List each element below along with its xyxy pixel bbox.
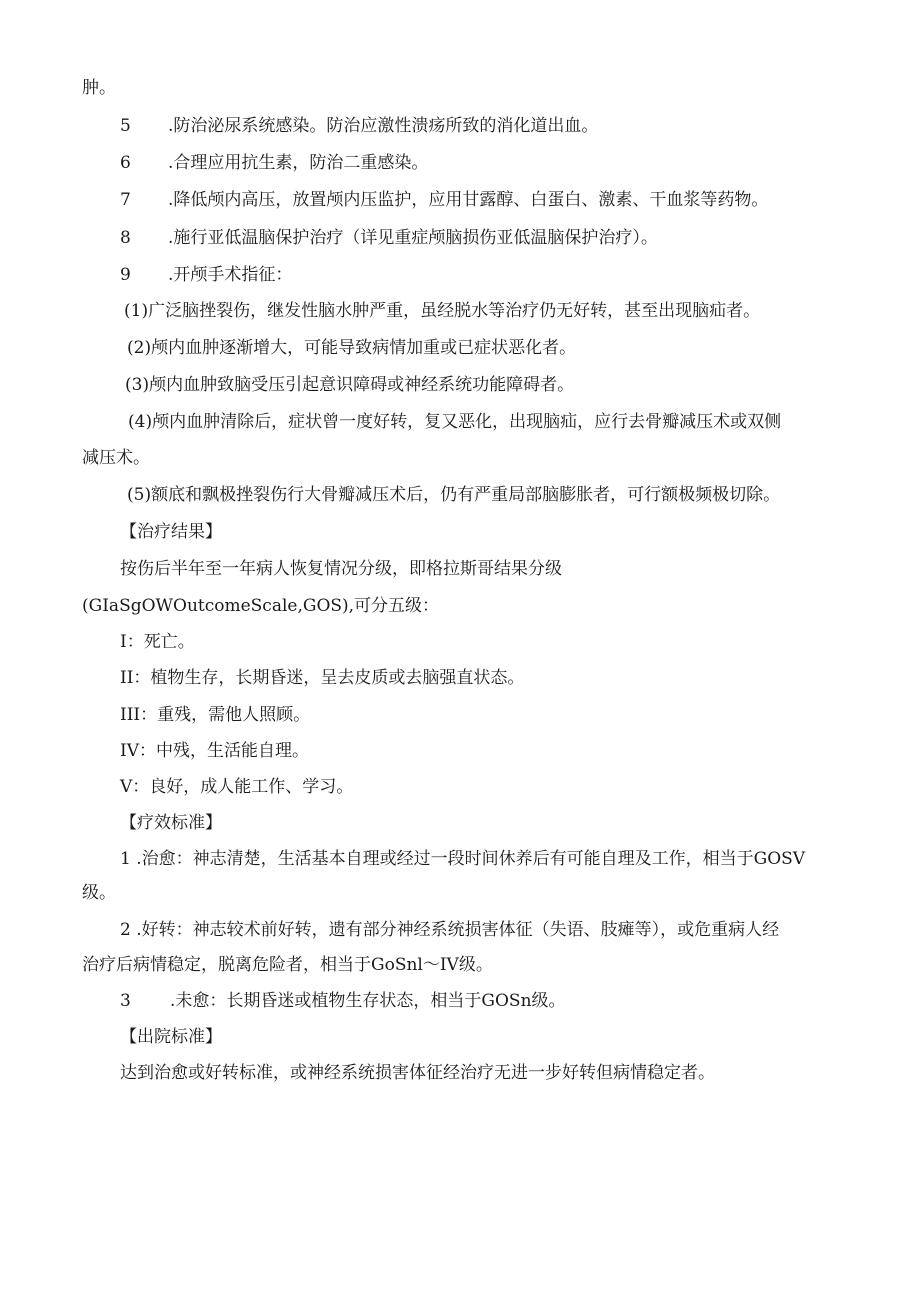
text-line: .未愈：长期昏迷或植物生存状态，相当于GOSn级。 bbox=[170, 991, 566, 1011]
text-line: 2 .好转：神志较术前好转，遗有部分神经系统损害体征（失语、肢瘫等），或危重病人经 bbox=[120, 920, 780, 940]
text-line: .合理应用抗生素，防治二重感染。 bbox=[168, 153, 429, 173]
item-number: 3 bbox=[120, 991, 131, 1011]
item-number: 7 bbox=[120, 190, 131, 210]
text-line: II：植物生存，长期昏迷，呈去皮质或去脑强直状态。 bbox=[120, 668, 525, 688]
text-line: (5)额底和飘极挫裂伤行大骨瓣减压术后，仍有严重局部脑膨胀者，可行额极频极切除。 bbox=[127, 485, 781, 505]
text-line: 肿。 bbox=[82, 78, 116, 98]
text-line: (4)颅内血肿清除后，症状曾一度好转，复又恶化，出现脑疝，应行去骨瓣减压术或双侧 bbox=[128, 412, 782, 432]
item-number: 6 bbox=[120, 153, 131, 173]
text-line: (1)广泛脑挫裂伤，继发性脑水肿严重，虽经脱水等治疗仍无好转，甚至出现脑疝者。 bbox=[124, 301, 761, 321]
text-line: .防治泌尿系统感染。防治应激性溃疡所致的消化道出血。 bbox=[168, 116, 599, 136]
item-number: 5 bbox=[120, 116, 131, 136]
text-line: (GIaSgOWOutcomeScale,GOS),可分五级： bbox=[82, 596, 440, 616]
text-line: 减压术。 bbox=[82, 448, 150, 468]
text-line: III：重残，需他人照顾。 bbox=[120, 705, 311, 725]
section-heading: 【疗效标准】 bbox=[120, 813, 222, 833]
section-heading: 【出院标准】 bbox=[120, 1027, 222, 1047]
text-line: .降低颅内高压，放置颅内压监护，应用甘露醇、白蛋白、激素、干血浆等药物。 bbox=[168, 190, 769, 210]
text-line: 达到治愈或好转标准，或神经系统损害体征经治疗无进一步好转但病情稳定者。 bbox=[120, 1063, 715, 1083]
text-line: 治疗后病情稳定，脱离危险者，相当于GoSnl～IV级。 bbox=[82, 955, 493, 975]
text-line: (3)颅内血肿致脑受压引起意识障碍或神经系统功能障碍者。 bbox=[125, 375, 575, 395]
text-line: IV：中残，生活能自理。 bbox=[120, 741, 309, 761]
section-heading: 【治疗结果】 bbox=[120, 522, 222, 542]
text-line: 级。 bbox=[82, 883, 116, 903]
text-line: 按伤后半年至一年病人恢复情况分级，即格拉斯哥结果分级 bbox=[120, 559, 562, 579]
text-line: 1 .治愈：神志清楚，生活基本自理或经过一段时间休养后有可能自理及工作，相当于GOSV bbox=[120, 849, 806, 869]
text-line: V：良好，成人能工作、学习。 bbox=[120, 777, 354, 797]
text-line: (2)颅内血肿逐渐增大，可能导致病情加重或已症状恶化者。 bbox=[127, 338, 577, 358]
text-line: I：死亡。 bbox=[120, 632, 195, 652]
item-number: 9 bbox=[120, 265, 131, 285]
item-number: 8 bbox=[120, 228, 131, 248]
text-line: .施行亚低温脑保护治疗（详见重症颅脑损伤亚低温脑保护治疗）。 bbox=[168, 228, 658, 248]
text-line: .开颅手术指征： bbox=[168, 265, 293, 285]
